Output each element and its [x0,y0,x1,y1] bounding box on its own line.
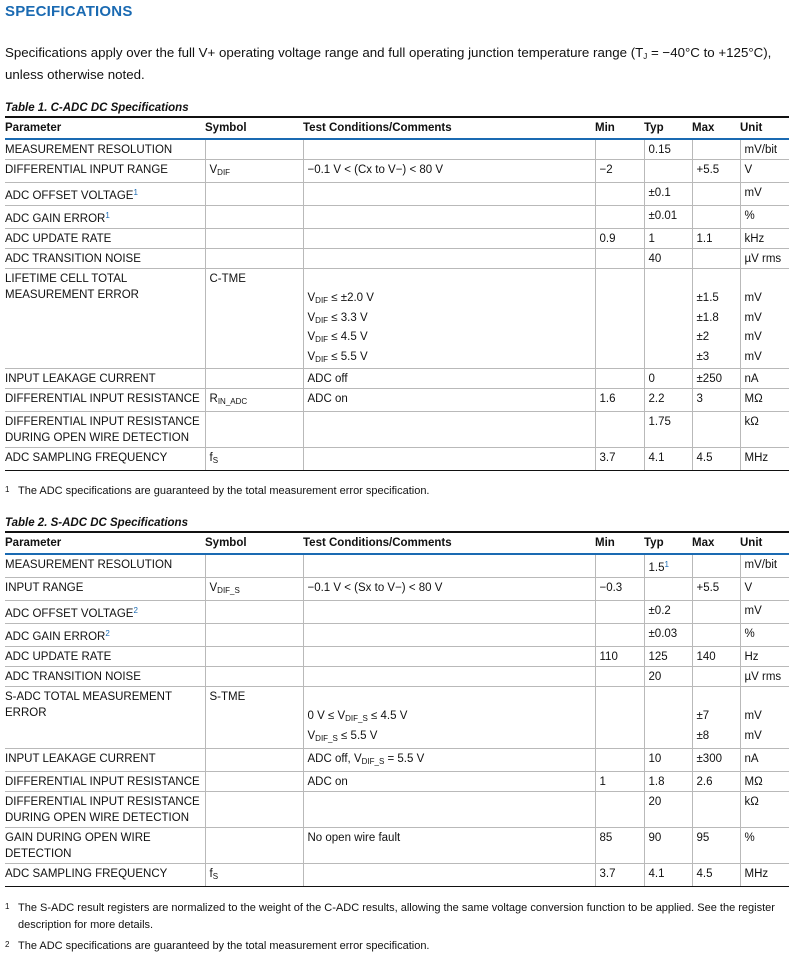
max-cell: ±1.5 ±1.8 ±2 ±3 [692,269,740,369]
table-row [5,269,789,369]
header-symbol: Symbol [205,532,303,554]
table2 [5,531,789,886]
typ-cell: 10 [644,748,692,771]
symbol-cell [205,554,303,578]
typ-cell: 1.75 [644,412,692,448]
header-min: Min [595,117,644,139]
max-cell [692,791,740,827]
param-cell: INPUT LEAKAGE CURRENT [5,748,205,771]
table-row [5,748,789,771]
min-cell: −2 [595,160,644,183]
min-cell: 85 [595,827,644,863]
typ-cell: 40 [644,249,692,269]
table-row [5,448,789,471]
min-cell [595,687,644,748]
max-cell: +5.5 [692,578,740,601]
unit-cell: mV/bit [740,139,789,160]
min-cell [595,369,644,389]
param-cell: ADC OFFSET VOLTAGE$^2$ [5,601,205,624]
unit-cell: V [740,160,789,183]
table-row [5,206,789,229]
condition-cell [303,183,595,206]
max-cell: 4.5 [692,863,740,886]
max-cell: 3 [692,389,740,412]
param-cell: LIFETIME CELL TOTAL MEASUREMENT ERROR [5,269,205,369]
param-cell: DIFFERENTIAL INPUT RESISTANCE DURING OPEN WIRE DETECTION [5,791,205,827]
param-cell: ADC SAMPLING FREQUENCY [5,448,205,471]
typ-cell: 20 [644,667,692,687]
max-cell: +5.5 [692,160,740,183]
param-cell: MEASUREMENT RESOLUTION [5,554,205,578]
param-cell: INPUT LEAKAGE CURRENT [5,369,205,389]
unit-cell: mV [740,183,789,206]
condition-cell: ADC on [303,771,595,791]
table-row [5,412,789,448]
typ-cell: $1.5^1$ [644,554,692,578]
param-cell: ADC TRANSITION NOISE [5,667,205,687]
symbol-cell [205,229,303,249]
header-max: Max [692,532,740,554]
table-row [5,139,789,160]
typ-cell: 4.1 [644,448,692,471]
header-unit: Unit [740,117,789,139]
unit-cell: MΩ [740,389,789,412]
header-max: Max [692,117,740,139]
table-row [5,578,789,601]
param-cell: ADC GAIN ERROR$^2$ [5,624,205,647]
symbol-cell [205,249,303,269]
symbol-cell: $V_{DIF}$ [205,160,303,183]
symbol-cell: $R_{IN\_ADC}$ [205,389,303,412]
table2-footnote-2: 2 The ADC specifications are guaranteed by the total measurement error specification. [5,939,430,952]
unit-cell: nA [740,748,789,771]
table2-caption: Table 2. S-ADC DC Specifications [5,517,188,530]
unit-cell: mV mV [740,687,789,748]
footnote-ref[interactable]: 1 [133,188,138,197]
table-row [5,601,789,624]
table2-footnotes [5,900,791,955]
param-cell: S-ADC TOTAL MEASUREMENT ERROR [5,687,205,748]
typ-cell [644,578,692,601]
table-row [5,554,789,578]
header-typ: Typ [644,117,692,139]
param-cell: DIFFERENTIAL INPUT RESISTANCE [5,771,205,791]
unit-cell: V [740,578,789,601]
param-cell: DIFFERENTIAL INPUT RESISTANCE DURING OPEN WIRE DETECTION [5,412,205,448]
typ-cell: 90 [644,827,692,863]
max-cell [692,206,740,229]
param-cell: DIFFERENTIAL INPUT RESISTANCE [5,389,205,412]
header-parameter: Parameter [5,117,205,139]
unit-cell: kΩ [740,412,789,448]
typ-cell: 125 [644,647,692,667]
param-cell: ADC TRANSITION NOISE [5,249,205,269]
table1-header-row [5,117,789,139]
unit-cell: Hz [740,647,789,667]
table1-caption: Table 1. C-ADC DC Specifications [5,102,189,114]
typ-cell: 4.1 [644,863,692,886]
typ-cell [644,687,692,748]
condition-cell [303,412,595,448]
symbol-cell: $V_{DIF\_S}$ [205,578,303,601]
header-min: Min [595,532,644,554]
symbol-cell: C-TME [205,269,303,369]
table-row [5,827,789,863]
param-cell: MEASUREMENT RESOLUTION [5,139,205,160]
table-row [5,369,789,389]
condition-cell: ADC off [303,369,595,389]
condition-cell: $V_{DIF} \le \pm 2.0$ V $V_{DIF} \le 3.3$ V $V_{DIF} \le 4.5$ V $V_{DIF} \le 5.5$ V [303,269,595,369]
condition-cell [303,667,595,687]
min-cell [595,412,644,448]
table-row [5,863,789,886]
condition-cell: −0.1 V < (Sx to V−) < 80 V [303,578,595,601]
condition-cell: 0 $V \le V_{DIF\_S} \le 4.5$ V $V_{DIF\_S} \le 5.5$ V [303,687,595,748]
max-cell [692,412,740,448]
condition-cell: No open wire fault [303,827,595,863]
unit-cell: mV/bit [740,554,789,578]
symbol-cell: $f_S$ [205,448,303,471]
max-cell: 95 [692,827,740,863]
unit-cell: MHz [740,448,789,471]
header-unit: Unit [740,532,789,554]
condition-cell [303,624,595,647]
min-cell: 1 [595,771,644,791]
typ-cell: 2.2 [644,389,692,412]
param-cell: ADC UPDATE RATE [5,647,205,667]
max-cell [692,624,740,647]
table1 [5,116,789,471]
param-cell: ADC UPDATE RATE [5,229,205,249]
condition-cell [303,601,595,624]
header-conditions: Test Conditions/Comments [303,532,595,554]
typ-cell: 20 [644,791,692,827]
condition-cell: ADC off, $V_{DIF\_S} = 5.5$ V [303,748,595,771]
min-cell: −0.3 [595,578,644,601]
condition-cell: −0.1 V < (Cx to V−) < 80 V [303,160,595,183]
symbol-cell [205,647,303,667]
min-cell [595,249,644,269]
unit-cell: % [740,827,789,863]
table-row [5,791,789,827]
max-cell: ±300 [692,748,740,771]
typ-cell: ±0.03 [644,624,692,647]
param-cell: DIFFERENTIAL INPUT RANGE [5,160,205,183]
max-cell: 1.1 [692,229,740,249]
header-typ: Typ [644,532,692,554]
table-row [5,667,789,687]
header-parameter: Parameter [5,532,205,554]
unit-cell: µV rms [740,667,789,687]
table-row [5,624,789,647]
footnote-ref[interactable]: 2 [133,606,138,616]
param-cell: ADC GAIN ERROR$^1$ [5,206,205,229]
min-cell: 0.9 [595,229,644,249]
unit-cell: nA [740,369,789,389]
symbol-cell [205,827,303,863]
unit-cell: kΩ [740,791,789,827]
max-cell [692,667,740,687]
max-cell [692,183,740,206]
table1-footnote-1: 1 The ADC specifications are guaranteed by the total measurement error specification. [5,485,430,498]
typ-cell: ±0.01 [644,206,692,229]
condition-cell [303,863,595,886]
typ-cell: 0 [644,369,692,389]
symbol-cell [205,748,303,771]
param-cell: GAIN DURING OPEN WIRE DETECTION [5,827,205,863]
symbol-cell [205,139,303,160]
unit-cell: MΩ [740,771,789,791]
max-cell: ±7 ±8 [692,687,740,748]
min-cell [595,601,644,624]
symbol-cell [205,369,303,389]
min-cell [595,206,644,229]
symbol-cell [205,206,303,229]
max-cell [692,139,740,160]
min-cell: 3.7 [595,448,644,471]
condition-cell [303,554,595,578]
max-cell: ±250 [692,369,740,389]
unit-cell: kHz [740,229,789,249]
symbol-cell [205,412,303,448]
typ-cell: 0.15 [644,139,692,160]
min-cell: 3.7 [595,863,644,886]
unit-cell: mV [740,601,789,624]
header-symbol: Symbol [205,117,303,139]
footnote-ref[interactable]: 1 [105,211,110,220]
unit-cell: % [740,206,789,229]
condition-cell [303,206,595,229]
max-cell [692,249,740,269]
symbol-cell [205,601,303,624]
unit-cell: µV rms [740,249,789,269]
typ-cell: ±0.2 [644,601,692,624]
footnote-ref[interactable]: 1 [664,560,669,570]
table-row [5,183,789,206]
typ-cell: ±0.1 [644,183,692,206]
min-cell: 1.6 [595,389,644,412]
min-cell [595,269,644,369]
table-row [5,249,789,269]
table-row [5,771,789,791]
max-cell: 2.6 [692,771,740,791]
min-cell [595,624,644,647]
min-cell [595,139,644,160]
max-cell: 140 [692,647,740,667]
footnote-ref[interactable]: 2 [105,629,110,639]
condition-cell: ADC on [303,389,595,412]
unit-cell: mV mV mV mV [740,269,789,369]
table-row [5,160,789,183]
min-cell [595,183,644,206]
table-row [5,389,789,412]
table-row [5,647,789,667]
table-row [5,229,789,249]
param-cell: ADC OFFSET VOLTAGE$^1$ [5,183,205,206]
symbol-cell [205,791,303,827]
symbol-cell: S-TME [205,687,303,748]
condition-cell [303,791,595,827]
condition-cell [303,229,595,249]
symbol-cell: $f_S$ [205,863,303,886]
max-cell: 4.5 [692,448,740,471]
symbol-cell [205,667,303,687]
typ-cell [644,269,692,369]
typ-cell: 1 [644,229,692,249]
intro-text: Specifications apply over the full V+ operating voltage range and full operating junction temperature range ($T_J = -40^\circ C$ to +125°C), unless otherwise noted. [5,45,772,82]
typ-cell [644,160,692,183]
min-cell: 110 [595,647,644,667]
max-cell [692,554,740,578]
unit-cell: MHz [740,863,789,886]
header-conditions: Test Conditions/Comments [303,117,595,139]
condition-cell [303,139,595,160]
symbol-cell [205,183,303,206]
min-cell [595,667,644,687]
table2-header-row [5,532,789,554]
param-cell: INPUT RANGE [5,578,205,601]
table-row [5,687,789,748]
unit-cell: % [740,624,789,647]
condition-cell [303,448,595,471]
symbol-cell [205,771,303,791]
section-title: SPECIFICATIONS [5,3,133,20]
max-cell [692,601,740,624]
min-cell [595,748,644,771]
param-cell: ADC SAMPLING FREQUENCY [5,863,205,886]
condition-cell [303,647,595,667]
symbol-cell [205,624,303,647]
min-cell [595,791,644,827]
min-cell [595,554,644,578]
condition-cell [303,249,595,269]
table2-footnote-1: 1 The S-ADC result registers are normalized to the weight of the C-ADC results, allowing the same voltage conversion function to be applied. See the register description for more details. [5,901,775,931]
typ-cell: 1.8 [644,771,692,791]
